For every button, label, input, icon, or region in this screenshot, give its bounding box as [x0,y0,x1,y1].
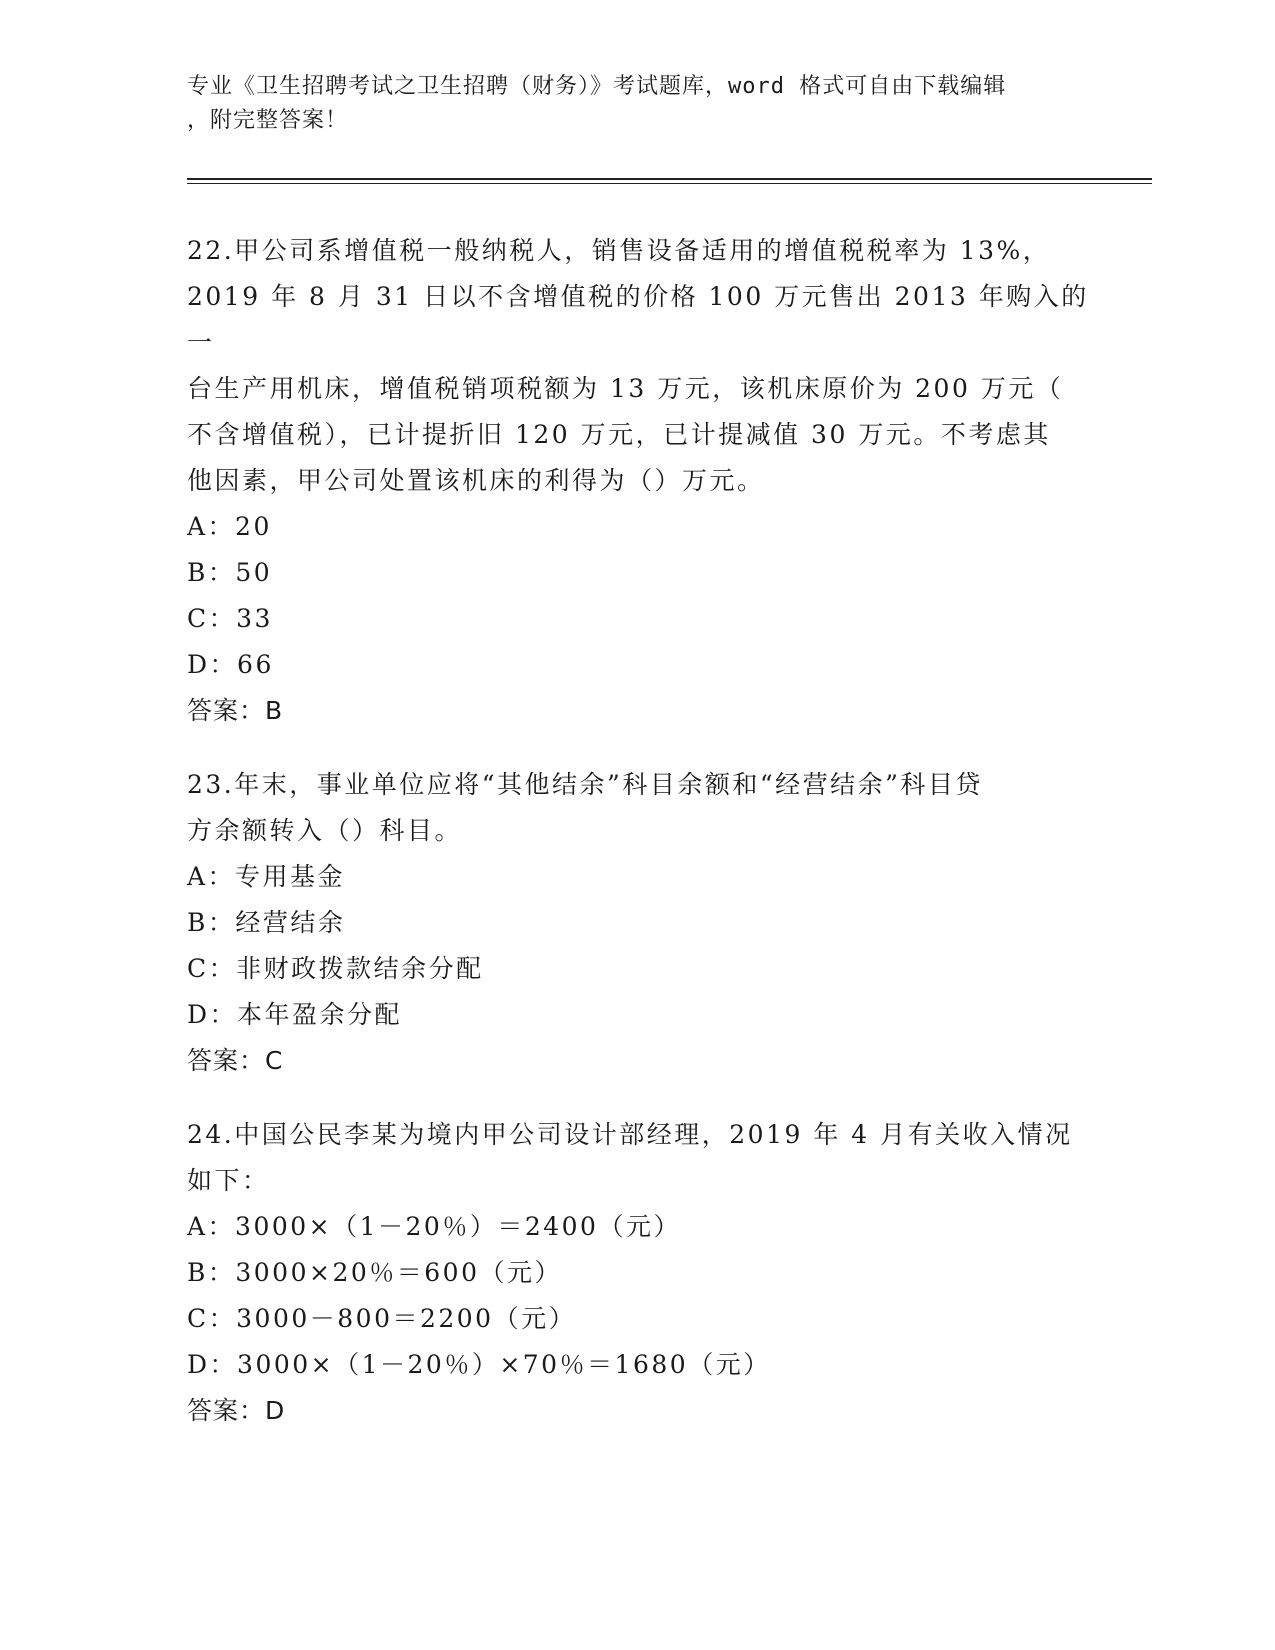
option-b: B：3000×20％＝600（元） [187,1258,562,1287]
question-23 [187,762,1107,1084]
option-c: C：33 [187,604,273,633]
stem-line: 方余额转入（）科目。 [187,816,463,845]
option-d: D：3000×（1－20％）×70％＝1680（元） [187,1350,771,1379]
option-c: C：3000－800＝2200（元） [187,1304,577,1333]
question-stem [187,228,1107,504]
stem-line: 他因素，甲公司处置该机床的利得为（）万元。 [187,466,765,495]
header-divider-thick [187,178,1152,180]
stem-line: 不含增值税），已计提折旧 120 万元，已计提减值 30 万元。不考虑其 [187,420,1051,449]
answer-line: 答案：C [187,1046,284,1075]
stem-line: 如下： [187,1166,270,1195]
option-d: D：本年盈余分配 [187,1000,403,1029]
stem-line: 2019 年 8 月 31 日以不含增值税的价格 100 万元售出 2013 年购入的一 [187,282,1089,357]
header-divider-thin [187,183,1152,184]
answer-line: 答案：B [187,696,284,725]
option-d: D：66 [187,650,274,679]
answer-line: 答案：D [187,1396,286,1425]
question-24 [187,1112,1107,1434]
question-stem [187,1112,1107,1204]
stem-line: 台生产用机床，增值税销项税额为 13 万元，该机床原价为 200 万元（ [187,374,1064,403]
option-a: A：专用基金 [187,862,346,891]
stem-line: 24.中国公民李某为境内甲公司设计部经理，2019 年 4 月有关收入情况 [187,1120,1073,1149]
option-b: B：50 [187,558,273,587]
question-list [187,228,1107,1462]
stem-line: 22.甲公司系增值税一般纳税人，销售设备适用的增值税税率为 13%， [187,236,1051,265]
option-a: A：3000×（1－20％）＝2400（元） [187,1212,681,1241]
document-header [187,70,1067,138]
header-line-1: 专业《卫生招聘考试之卫生招聘（财务）》考试题库，word 格式可自由下载编辑 [187,74,1007,99]
header-line-2: ，附完整答案！ [187,108,349,133]
stem-line: 23.年末，事业单位应将“其他结余”科目余额和“经营结余”科目贷 [187,770,983,799]
question-stem [187,762,1107,854]
option-c: C：非财政拨款结余分配 [187,954,484,983]
option-b: B：经营结余 [187,908,346,937]
question-22 [187,228,1107,734]
option-a: A：20 [187,512,272,541]
